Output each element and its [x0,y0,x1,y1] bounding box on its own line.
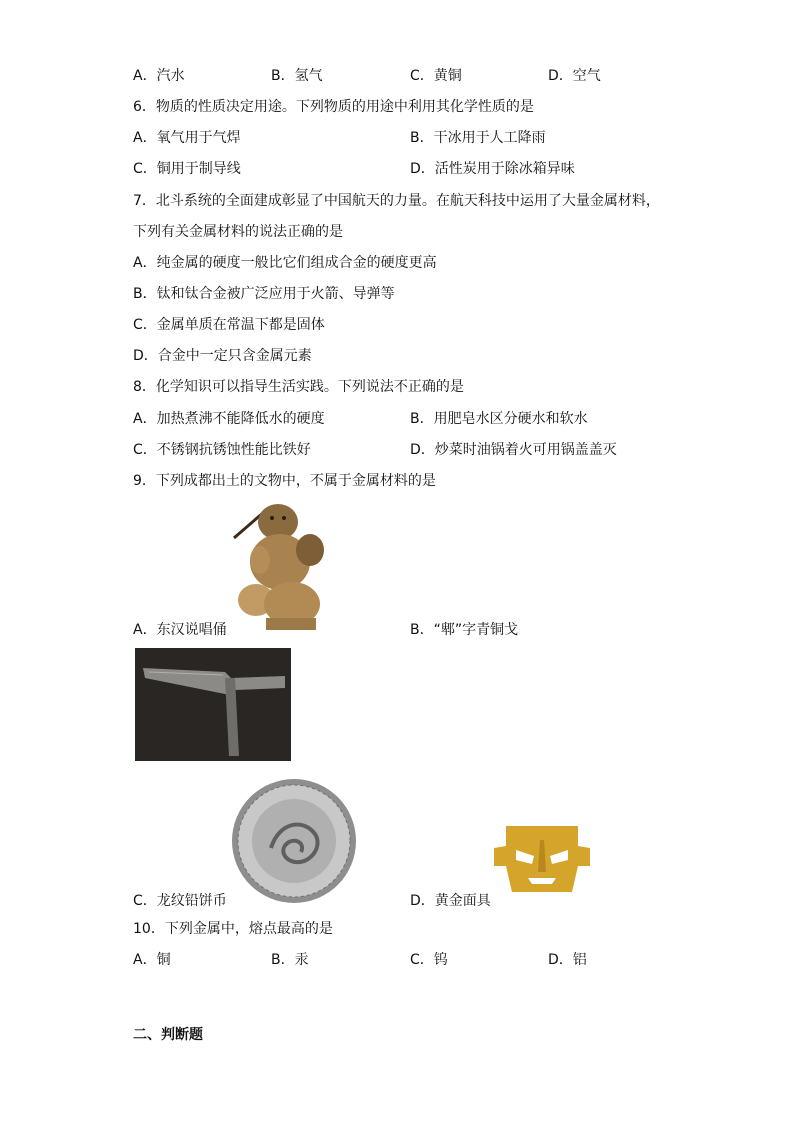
q6-option-d: D．活性炭用于除冰箱异味 [410,161,575,177]
q7-option-a: A．纯金属的硬度一般比它们组成合金的硬度更高 [133,255,437,271]
q5-option-a: A．汽水 [133,68,185,84]
bronze-dagger-axe-image [135,648,291,761]
q6-option-b: B．干冰用于人工降雨 [410,130,546,146]
q9-option-b: B．“郫”字青铜戈 [410,622,519,638]
q6-stem: 6．物质的性质决定用途。下列物质的用途中利用其化学性质的是 [133,99,534,115]
q7-option-b: B．钛和钛合金被广泛应用于火箭、导弹等 [133,286,395,302]
q10-option-a: A．铜 [133,952,171,968]
q7-option-d: D．合金中一定只含金属元素 [133,348,312,364]
q5-option-b: B．氢气 [271,68,323,84]
q9-stem: 9．下列成都出土的文物中，不属于金属材料的是 [133,473,436,489]
q8-option-b: B．用肥皂水区分硬水和软水 [410,411,588,427]
q5-option-c: C．黄铜 [410,68,462,84]
q5-option-d: D．空气 [548,68,601,84]
section-heading-judgment: 二、判断题 [133,1027,203,1043]
q6-option-c: C．铜用于制导线 [133,161,241,177]
q9-option-a: A．东汉说唱俑 [133,622,227,638]
gold-mask-image [494,820,590,900]
q7-option-c: C．金属单质在常温下都是固体 [133,317,325,333]
q9-option-d: D．黄金面具 [410,893,491,909]
q7-stem-line1: 7．北斗系统的全面建成彰显了中国航天的力量。在航天科技中运用了大量金属材料， [133,193,660,209]
q8-option-d: D．炒菜时油锅着火可用锅盖盖灭 [410,442,617,458]
q10-option-b: B．汞 [271,952,309,968]
dragon-coin-image [231,778,357,904]
q10-option-d: D．铝 [548,952,587,968]
q8-option-a: A．加热煮沸不能降低水的硬度 [133,411,325,427]
storyteller-figurine-image [230,500,336,634]
q10-stem: 10．下列金属中，熔点最高的是 [133,921,333,937]
q7-stem-line2: 下列有关金属材料的说法正确的是 [133,224,343,240]
q6-option-a: A．氧气用于气焊 [133,130,241,146]
q8-stem: 8．化学知识可以指导生活实践。下列说法不正确的是 [133,379,464,395]
q8-option-c: C．不锈钢抗锈蚀性能比铁好 [133,442,311,458]
q9-option-c: C．龙纹铅饼币 [133,893,227,909]
q10-option-c: C．钨 [410,952,448,968]
